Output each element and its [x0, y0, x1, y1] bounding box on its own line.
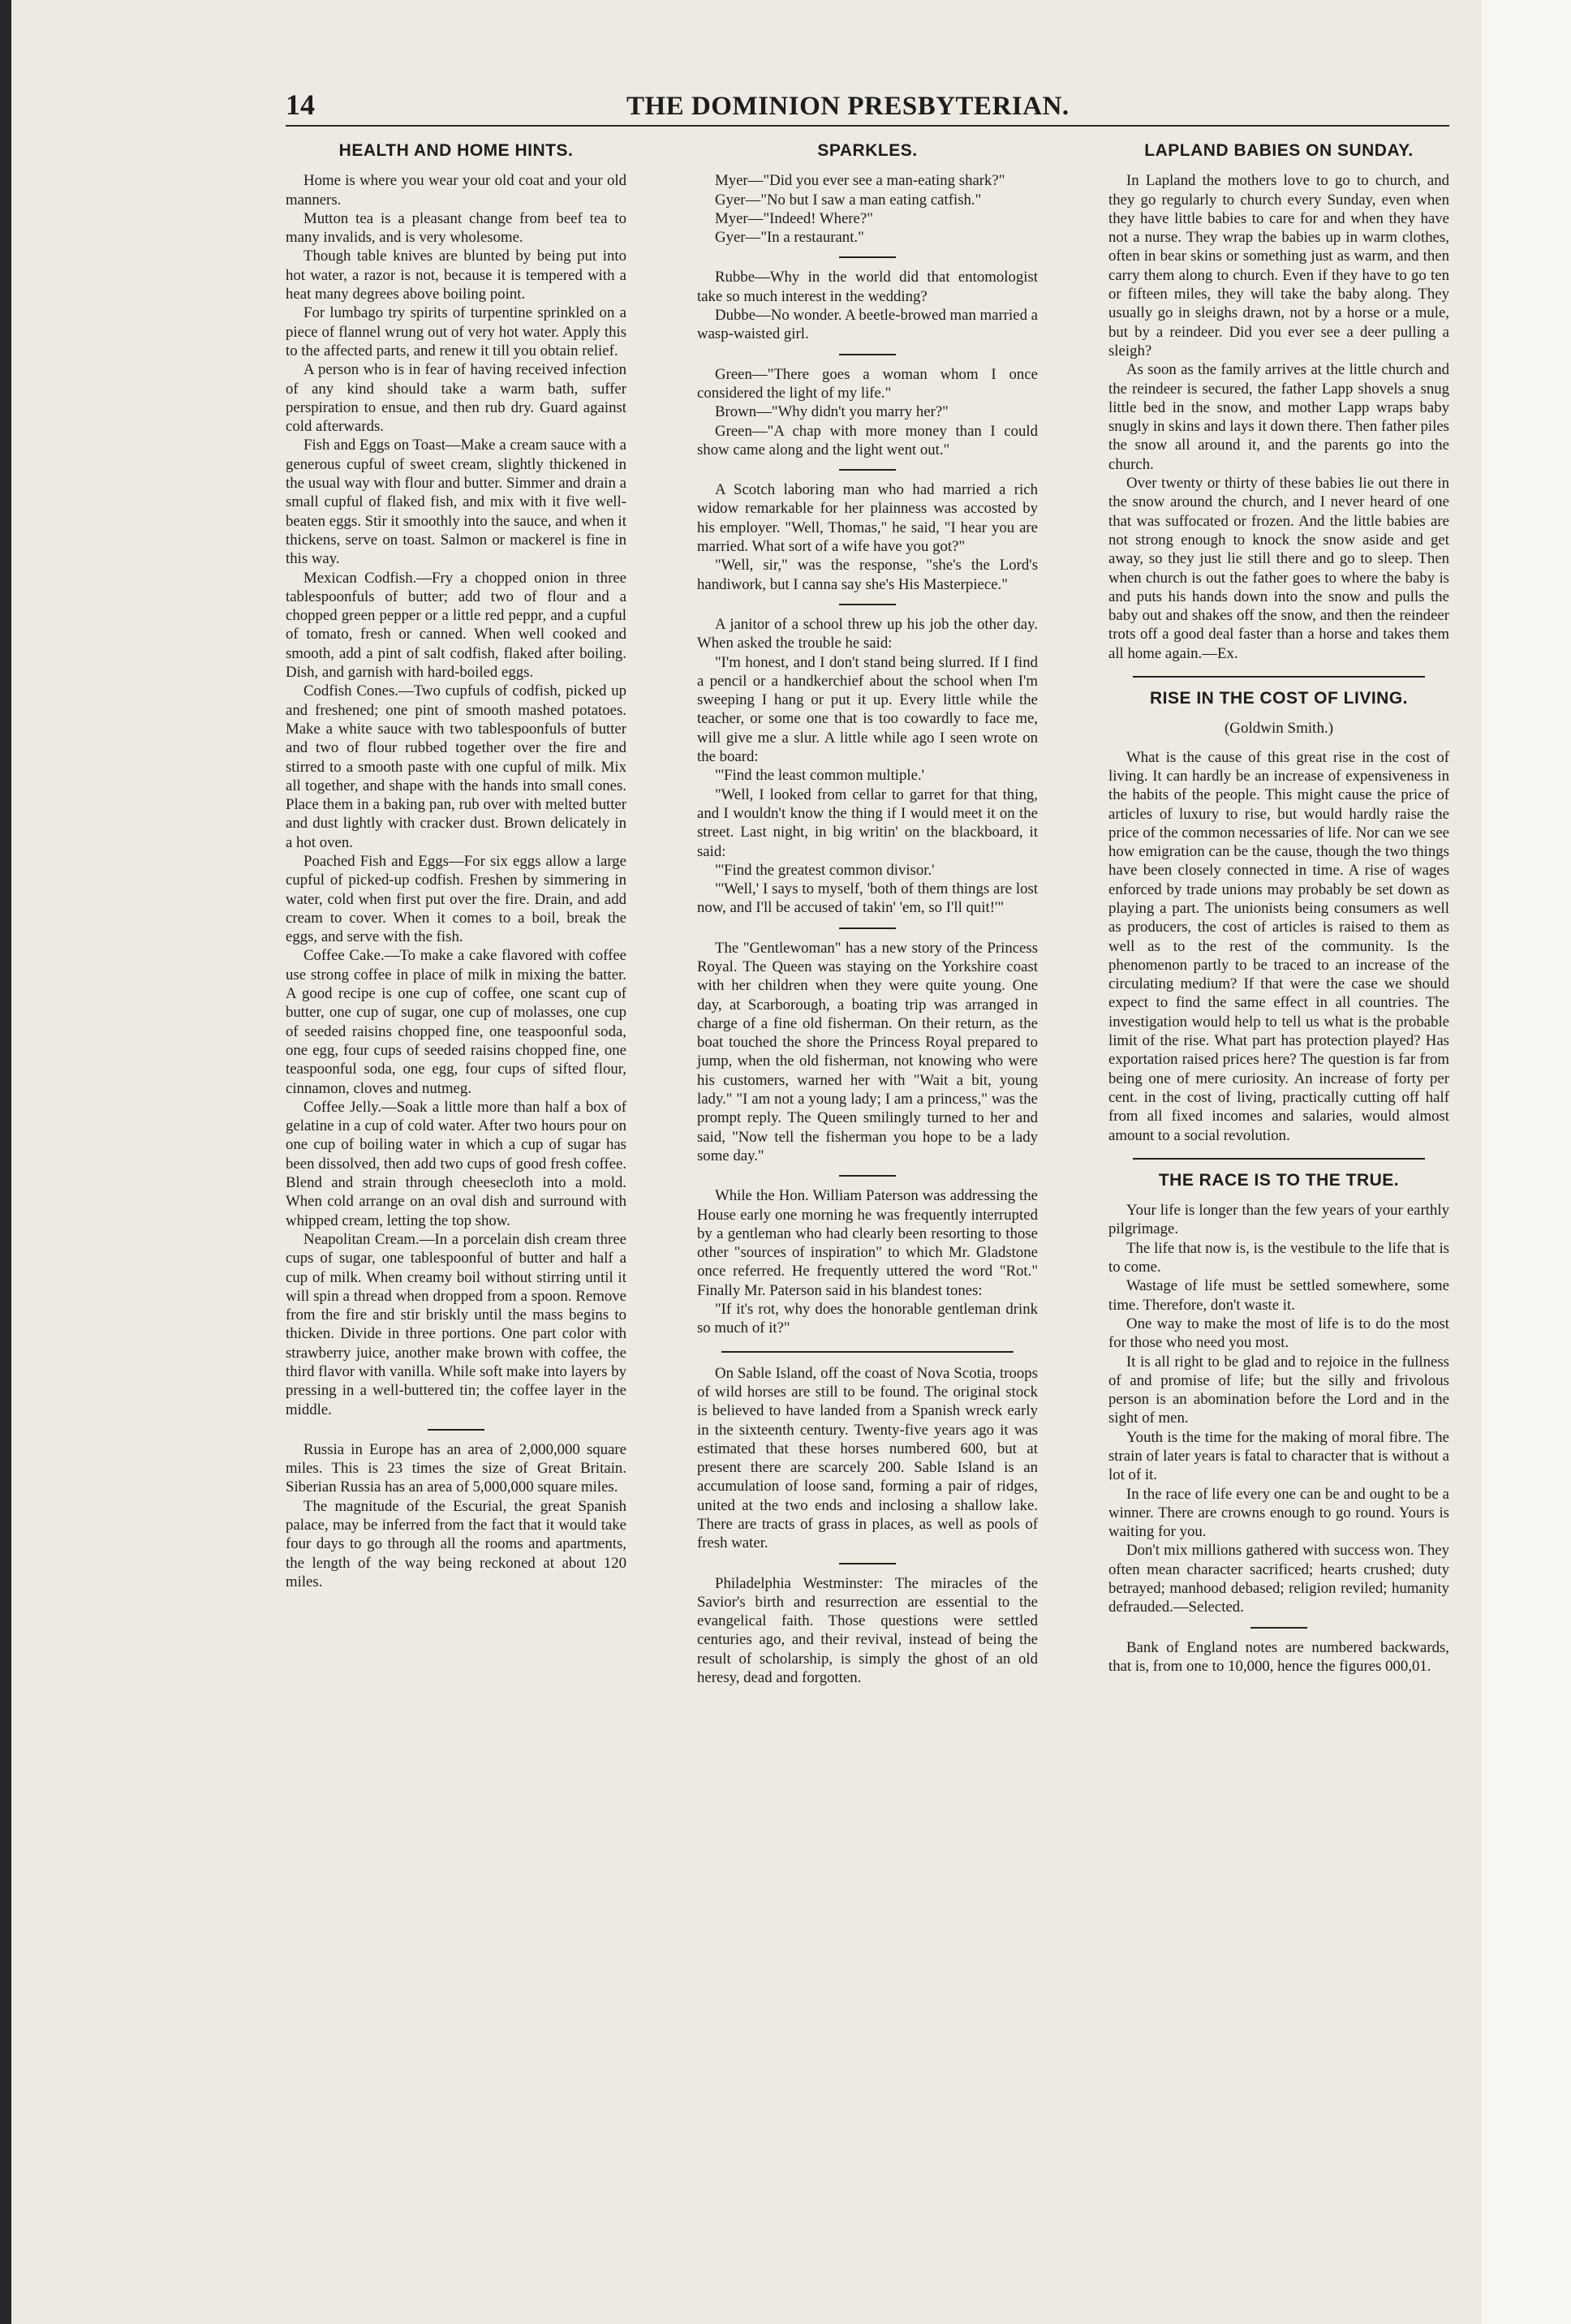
paragraph: One way to make the most of life is to do the most for those who need you most.: [1108, 1315, 1449, 1352]
scan-edge-right: [1482, 0, 1571, 2324]
separator: [839, 1175, 896, 1177]
health-hints-article: [286, 171, 626, 1419]
paragraph: For lumbago try spirits of turpentine sprinkled on a piece of flannel wrung out of very hot water. Apply this to the affected parts, and renew it till you obtain relief.: [286, 304, 626, 359]
columns: [286, 136, 1449, 1687]
cost-of-living-article: [1108, 748, 1449, 1145]
page-header: [286, 88, 1449, 127]
paragraph: Philadelphia Westminster: The miracles of the Savior's birth and resurrection are essential to the evangelical faith. Those questions were settled centuries ago, and their revival, instead of being the result of scholarship, is simply the ghost of an old heresy, dead and forgotten.: [697, 1574, 1038, 1687]
paragraph: In Lapland the mothers love to go to church, and they go regularly to church every Sunday, even when they have little babies to care for and when they have not a nurse. They wrap the babies up in warm clothes, often in bear skins or something just as warm, and then carry them along to church. Even if they have to go ten or fifteen miles, they will take the baby along. They usually go in sleighs drawn, not by a horse or a mule, but by a reindeer. Did you ever see a deer pulling a sleigh?: [1108, 172, 1449, 359]
cost-of-living-heading: RISE IN THE COST OF LIVING.: [1149, 689, 1409, 708]
race-article: [1108, 1201, 1449, 1617]
separator: [839, 354, 896, 355]
separator: [839, 256, 896, 258]
paragraph: A person who is in fear of having received infection of any kind should take a warm bath, suffer perspiration to ensue, and then rub dry. Guard against cold afterwards.: [286, 361, 626, 436]
paragraph: Myer—"Indeed! Where?": [715, 209, 873, 227]
section-rule: [1133, 676, 1425, 678]
paragraph: The life that now is, is the vestibule to the life that is to come.: [1108, 1239, 1449, 1276]
column-right: [1108, 136, 1449, 1687]
health-hints-heading: HEALTH AND HOME HINTS.: [338, 141, 574, 160]
separator: [839, 604, 896, 605]
paragraph: The magnitude of the Escurial, the great Spanish palace, may be inferred from the fact that it would take four days to go through all the rooms and apartments, the length of the way being reckoned at about 120 miles.: [286, 1497, 626, 1590]
paragraph: Brown—"Why didn't you marry her?": [715, 403, 949, 421]
race-heading: THE RACE IS TO THE TRUE.: [1158, 1170, 1400, 1190]
paragraph: Dubbe—No wonder. A beetle-browed man married a wasp-waisted girl.: [697, 307, 1038, 343]
lapland-article: [1108, 171, 1449, 663]
paragraph: Coffee Cake.—To make a cake flavored with coffee use strong coffee in place of milk in mixing the batter. A good recipe is one cup of coffee, one scant cup of butter, one cup of sugar, one cup of molasses, one cup of seeded raisins chopped fine, one teaspoonful soda, one egg, four cups of seeded raisins chopped fine, one teaspoonful soda, one egg, four cups of sifted flour, cinnamon, cloves and nutmeg.: [286, 947, 626, 1097]
westminster-article: [697, 1574, 1038, 1688]
separator: [1250, 1627, 1307, 1629]
paragraph: A janitor of a school threw up his job the other day. When asked the trouble he said:: [697, 615, 1038, 652]
paragraph: Your life is longer than the few years of your earthly pilgrimage.: [1108, 1202, 1449, 1238]
paragraph: "'Well,' I says to myself, 'both of them things are lost now, and I'll be accused of takin' 'em, so I'll quit!'": [697, 880, 1038, 917]
russia-article: [286, 1440, 626, 1591]
paragraph: Myer—"Did you ever see a man-eating shark?": [715, 172, 1005, 190]
paragraph: Codfish Cones.—Two cupfuls of codfish, picked up and freshened; one pint of smooth mashed potatoes. Make a white sauce with two tablespoonfuls of butter and two of flour rubbed together over the fire and stirred to a smooth paste with one cupful of milk. Mix all together, and shape with the hands into small cones. Place them in a baking pan, rub over with melted butter and dust lightly with cracker dust. Brown delicately in a hot oven.: [286, 682, 626, 851]
paragraph: Mexican Codfish.—Fry a chopped onion in three tablespoonfuls of butter; add two of flour and a chopped green pepper or a little red peppr, and a cupful of tomato, fresh or canned. When well cooked and smooth, add a pint of salt codfish, flaked after boiling. Dish, and garnish with hard-boiled eggs.: [286, 569, 626, 682]
shark-joke: [697, 171, 1038, 247]
column-left: [286, 136, 626, 1687]
masthead: THE DOMINION PRESBYTERIAN.: [626, 92, 1070, 121]
paragraph: A Scotch laboring man who had married a rich widow remarkable for her plainness was accosted by his employer. "Well, Thomas," he said, "I hear you are married. What sort of a wife have you got?": [697, 481, 1038, 556]
paragraph: "I'm honest, and I don't stand being slurred. If I find a pencil or a handkerchief about the school when I'm sweeping I hang or put it up. Every little while the teacher, or some one that is too cowardly to face me, will give me a slur. A little while ago I seen wrote on the board:: [697, 653, 1038, 766]
paragraph: Home is where you wear your old coat and your old manners.: [286, 172, 626, 209]
byline: (Goldwin Smith.): [1224, 720, 1334, 738]
paragraph: It is all right to be glad and to rejoice in the fullness of and promise of life; but the silly and frivolous person is an abomination before the Lord and in the sight of men.: [1108, 1353, 1449, 1427]
paragraph: Don't mix millions gathered with success won. They often mean character sacrificed; hearts crushed; duty betrayed; manhood debased; religion reviled; humanity defrauded.—Selected.: [1108, 1542, 1449, 1616]
paragraph: Wastage of life must be settled somewhere, some time. Therefore, don't waste it.: [1108, 1277, 1449, 1314]
column-middle: [697, 136, 1038, 1687]
paragraph: Over twenty or thirty of these babies lie out there in the snow around the church, and I never heard of one that was suffocated or frozen. And the little babies are not strong enough to knock the snow aside and get away, so they just lie still there and go to sleep. Then when church is out the father goes to where the baby is and puts his hands down into the snow and pulls the baby out and shakes off the snow, and then the reindeer trots off a good deal faster than a horse and takes them all home again.—Ex.: [1108, 475, 1449, 662]
paragraph: "'Find the least common multiple.': [715, 767, 925, 785]
paragraph: Fish and Eggs on Toast—Make a cream sauce with a generous cupful of sweet cream, slightly thickened in the usual way with flour and butter. Simmer and drain a small cupful of flaked fish, and mix with it five well-beaten eggs. Stir it smoothly into the sauce, and when it thickens, serve on toast. Salmon or mackerel is fine in this way.: [286, 437, 626, 568]
paragraph: Russia in Europe has an area of 2,000,000 square miles. This is 23 times the size of Great Britain. Siberian Russia has an area of 5,000,000 square miles.: [286, 1440, 626, 1496]
paragraph: Mutton tea is a pleasant change from beef tea to many invalids, and is very wholesome.: [286, 209, 626, 247]
paragraph: On Sable Island, off the coast of Nova Scotia, troops of wild horses are still to be found. The original stock is believed to have landed from a Spanish wreck early in the sixteenth century. Twenty-five years ago it was estimated that these horses numbered 600, but at present there are scarcely 200. Sable Island is an accumulation of loose sand, forming a pair of ridges, united at the two ends and inclosing a shallow lake. There are tracts of grass in places, as well as pools of fresh water.: [697, 1364, 1038, 1552]
paragraph: Gyer—"In a restaurant.": [715, 229, 864, 247]
bank-notes-item: [1108, 1638, 1449, 1676]
paragraph: As soon as the family arrives at the little church and the reindeer is secured, the father Lapp shovels a snug little bed in the snow, and mother Lapp wraps baby snugly in skins and lays it down there. Then father piles the snow all around it, and the parents go into the church.: [1108, 361, 1449, 473]
green-joke: [697, 365, 1038, 459]
paragraph: Neapolitan Cream.—In a porcelain dish cream three cups of sugar, one tablespoonful of butter and half a cup of milk. When creamy boil without stirring until it will spin a thread when dropped from a spoon. Remove from the fire and stir briskly until the mass begins to thicken. Divide in three portions. One part color with strawberry juice, another make brown with coffee, the third flavor with vanilla. While soft make into layers by pressing in a well-buttered tin; the coffee layer in the middle.: [286, 1230, 626, 1418]
paragraph: "'Find the greatest common divisor.': [715, 861, 935, 879]
paragraph: Though table knives are blunted by being put into hot water, a razor is not, because it is tempered with a heat many degrees above boiling point.: [286, 247, 626, 303]
paragraph: Bank of England notes are numbered backwards, that is, from one to 10,000, hence the figures 000,01.: [1108, 1638, 1449, 1675]
paterson-story: [697, 1186, 1038, 1337]
lapland-heading: LAPLAND BABIES ON SUNDAY.: [1144, 141, 1414, 160]
separator: [839, 469, 896, 471]
paragraph: The "Gentlewoman" has a new story of the Princess Royal. The Queen was staying on the Yorkshire coast with her children when they were quite young. One day, at Scarborough, a boating trip was arranged in charge of a fine old fisherman. On their return, as the boat touched the shore the Princess Royal prepared to jump, when the old fisherman, not knowing who were his customers, warned her with "Wait a bit, young lady." "I am not a young lady; I am a princess," was the prompt reply. The Queen smilingly turned to her and said, "Now tell the fisherman you hope to be a lady some day.": [697, 939, 1038, 1164]
scotch-joke: [697, 480, 1038, 594]
paragraph: In the race of life every one can be and ought to be a winner. There are crowns enough to go round. Yours is waiting for you.: [1108, 1485, 1449, 1541]
paragraph: Youth is the time for the making of moral fibre. The strain of later years is fatal to character that is without a lot of it.: [1108, 1428, 1449, 1484]
scan-edge-left: [0, 0, 11, 2324]
section-rule: [721, 1351, 1014, 1353]
separator: [428, 1429, 484, 1431]
paragraph: "Well, sir," was the response, "she's the Lord's handiwork, but I canna say she's His Masterpiece.": [697, 557, 1038, 593]
gentlewoman-story: [697, 939, 1038, 1166]
section-rule: [1133, 1158, 1425, 1160]
paragraph: While the Hon. William Paterson was addressing the House early one morning he was frequently interrupted by a gentleman who had clearly been resorting to those other "sources of inspiration" to which Mr. Gladstone once referred. He frequently uttered the word "Rot." Finally Mr. Paterson said in his blandest tones:: [697, 1187, 1038, 1299]
page-number: 14: [286, 88, 315, 121]
paragraph: Poached Fish and Eggs—For six eggs allow a large cupful of picked-up codfish. Freshen by simmering in water, cold when first put over the fire. Drain, and add cream to cover. When it comes to a boil, break the eggs, and serve with the fish.: [286, 852, 626, 946]
separator: [839, 1563, 896, 1564]
paragraph: Gyer—"No but I saw a man eating catfish.": [715, 191, 982, 209]
janitor-joke: [697, 615, 1038, 918]
paragraph: Green—"There goes a woman whom I once considered the light of my life.": [697, 365, 1038, 402]
paragraph: Rubbe—Why in the world did that entomologist take so much interest in the wedding?: [697, 269, 1038, 305]
separator: [839, 927, 896, 929]
sable-island-article: [697, 1364, 1038, 1553]
paragraph: Coffee Jelly.—Soak a little more than half a box of gelatine in a cup of cold water. After two hours pour on one cup of boiling water in which a cup of sugar has been dissolved, then add two cups of good fresh coffee. Blend and strain through cheesecloth into a mold. When cold arrange on an oval dish and surround with whipped cream, letting the top show.: [286, 1098, 626, 1229]
paragraph: What is the cause of this great rise in the cost of living. It can hardly be an increase of expensiveness in the habits of the people. This might cause the price of articles of luxury to rise, but would hardly raise the price of the common necessaries of life. Nor can we see how emigration can be the cause, though the two things have been closely connected in time. A rise of wages enforced by trade unions may probably be set down as playing a part. The unionists being consumers as well as producers, the cost of articles is raised to them as well as to the rest of the community. Is the phenomenon partly to be traced to an increase of the circulating medium? If that were the case we should expect to find the same effect in all countries. The investigation would help to tell us what is the probable limit of the rise. What part has protection played? Has exportation raised prices here? The question is far from being one of mere curiosity. An increase of forty per cent. in the cost of living, practically cutting off half from all fixed incomes and salaries, would almost amount to a social revolution.: [1108, 748, 1449, 1144]
paragraph: Green—"A chap with more money than I could show came along and the light went out.": [697, 422, 1038, 458]
sparkles-heading: SPARKLES.: [817, 141, 918, 160]
rubbe-joke: [697, 268, 1038, 343]
paragraph: "If it's rot, why does the honorable gentleman drink so much of it?": [697, 1301, 1038, 1337]
paragraph: "Well, I looked from cellar to garret for that thing, and I wouldn't know the thing if I would meet it on the street. Last night, in big writin' on the blackboard, it said:: [697, 785, 1038, 860]
